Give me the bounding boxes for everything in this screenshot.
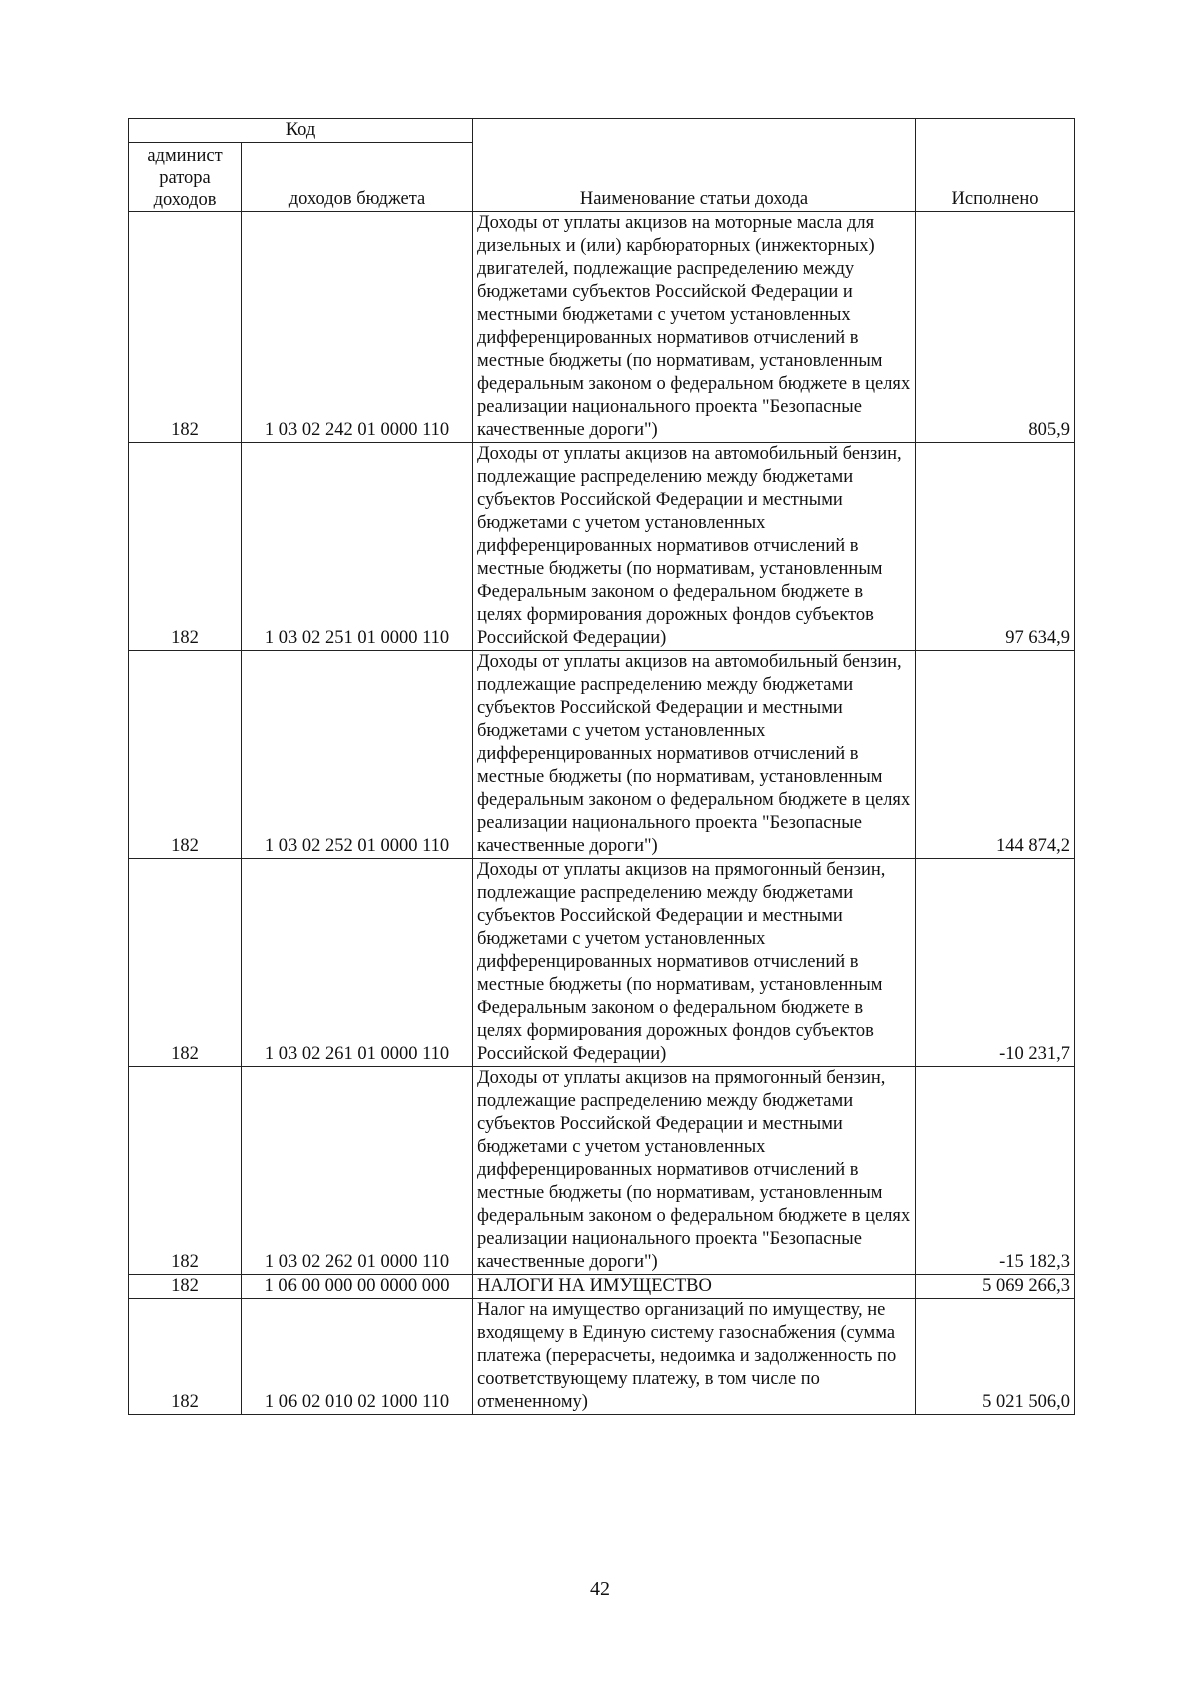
item-name-cell: Доходы от уплаты акцизов на моторные масла для дизельных и (или) карбюраторных (инжекторных) двигателей, подлежащие распределению между бюджетами субъектов Российской Федерации и местными бюджетами с учетом установленных дифференцированных нормативов отчислений в местные бюджеты (по нормативам, установленным федеральным законом о федеральном бюджете в целях реализации национального проекта "Безопасные качественные дороги") [473, 212, 916, 443]
admin-code-cell: 182 [129, 1067, 242, 1275]
income-code-cell: 1 06 00 000 00 0000 000 [242, 1275, 473, 1299]
item-name-cell: Налог на имущество организаций по имуществу, не входящему в Единую систему газоснабжения (сумма платежа (перерасчеты, недоимка и задолженность по соответствующему платежу, в том числе по отмененному) [473, 1299, 916, 1415]
code-group-header: Код [129, 119, 473, 143]
table-row [129, 443, 1075, 651]
table-row [129, 1275, 1075, 1299]
income-code-cell: 1 03 02 262 01 0000 110 [242, 1067, 473, 1275]
admin-code-cell: 182 [129, 443, 242, 651]
executed-header: Исполнено [916, 119, 1075, 212]
amount-cell: 5 021 506,0 [916, 1299, 1075, 1415]
item-name-cell: Доходы от уплаты акцизов на прямогонный бензин, подлежащие распределению между бюджетами субъектов Российской Федерации и местными бюджетами с учетом установленных дифференцированных нормативов отчислений в местные бюджеты (по нормативам, установленным федеральным законом о федеральном бюджете в целях реализации национального проекта "Безопасные качественные дороги") [473, 1067, 916, 1275]
income-code-header: доходов бюджета [242, 143, 473, 212]
table-row [129, 651, 1075, 859]
income-code-cell: 1 03 02 261 01 0000 110 [242, 859, 473, 1067]
amount-cell: 5 069 266,3 [916, 1275, 1075, 1299]
income-code-cell: 1 03 02 242 01 0000 110 [242, 212, 473, 443]
amount-cell: 805,9 [916, 212, 1075, 443]
table-row [129, 212, 1075, 443]
income-table [128, 118, 1075, 1415]
income-code-cell: 1 03 02 252 01 0000 110 [242, 651, 473, 859]
item-name-cell: Доходы от уплаты акцизов на прямогонный бензин, подлежащие распределению между бюджетами субъектов Российской Федерации и местными бюджетами с учетом установленных дифференцированных нормативов отчислений в местные бюджеты (по нормативам, установленным Федеральным законом о федеральном бюджете в целях формирования дорожных фондов субъектов Российской Федерации) [473, 859, 916, 1067]
item-name-cell: Доходы от уплаты акцизов на автомобильный бензин, подлежащие распределению между бюджетами субъектов Российской Федерации и местными бюджетами с учетом установленных дифференцированных нормативов отчислений в местные бюджеты (по нормативам, установленным федеральным законом о федеральном бюджете в целях реализации национального проекта "Безопасные качественные дороги") [473, 651, 916, 859]
amount-cell: 144 874,2 [916, 651, 1075, 859]
table-row [129, 859, 1075, 1067]
admin-code-cell: 182 [129, 1275, 242, 1299]
admin-code-cell: 182 [129, 212, 242, 443]
item-name-cell: Доходы от уплаты акцизов на автомобильный бензин, подлежащие распределению между бюджетами субъектов Российской Федерации и местными бюджетами с учетом установленных дифференцированных нормативов отчислений в местные бюджеты (по нормативам, установленным Федеральным законом о федеральном бюджете в целях формирования дорожных фондов субъектов Российской Федерации) [473, 443, 916, 651]
amount-cell: -15 182,3 [916, 1067, 1075, 1275]
admin-code-cell: 182 [129, 859, 242, 1067]
admin-code-cell: 182 [129, 1299, 242, 1415]
administrator-header: админист ратора доходов [129, 143, 242, 212]
income-code-cell: 1 06 02 010 02 1000 110 [242, 1299, 473, 1415]
amount-cell: 97 634,9 [916, 443, 1075, 651]
page-number: 42 [590, 1578, 610, 1600]
item-name-cell: НАЛОГИ НА ИМУЩЕСТВО [473, 1275, 916, 1299]
income-code-cell: 1 03 02 251 01 0000 110 [242, 443, 473, 651]
table-row [129, 1067, 1075, 1275]
item-name-header: Наименование статьи дохода [473, 119, 916, 212]
amount-cell: -10 231,7 [916, 859, 1075, 1067]
admin-code-cell: 182 [129, 651, 242, 859]
table-row [129, 1299, 1075, 1415]
